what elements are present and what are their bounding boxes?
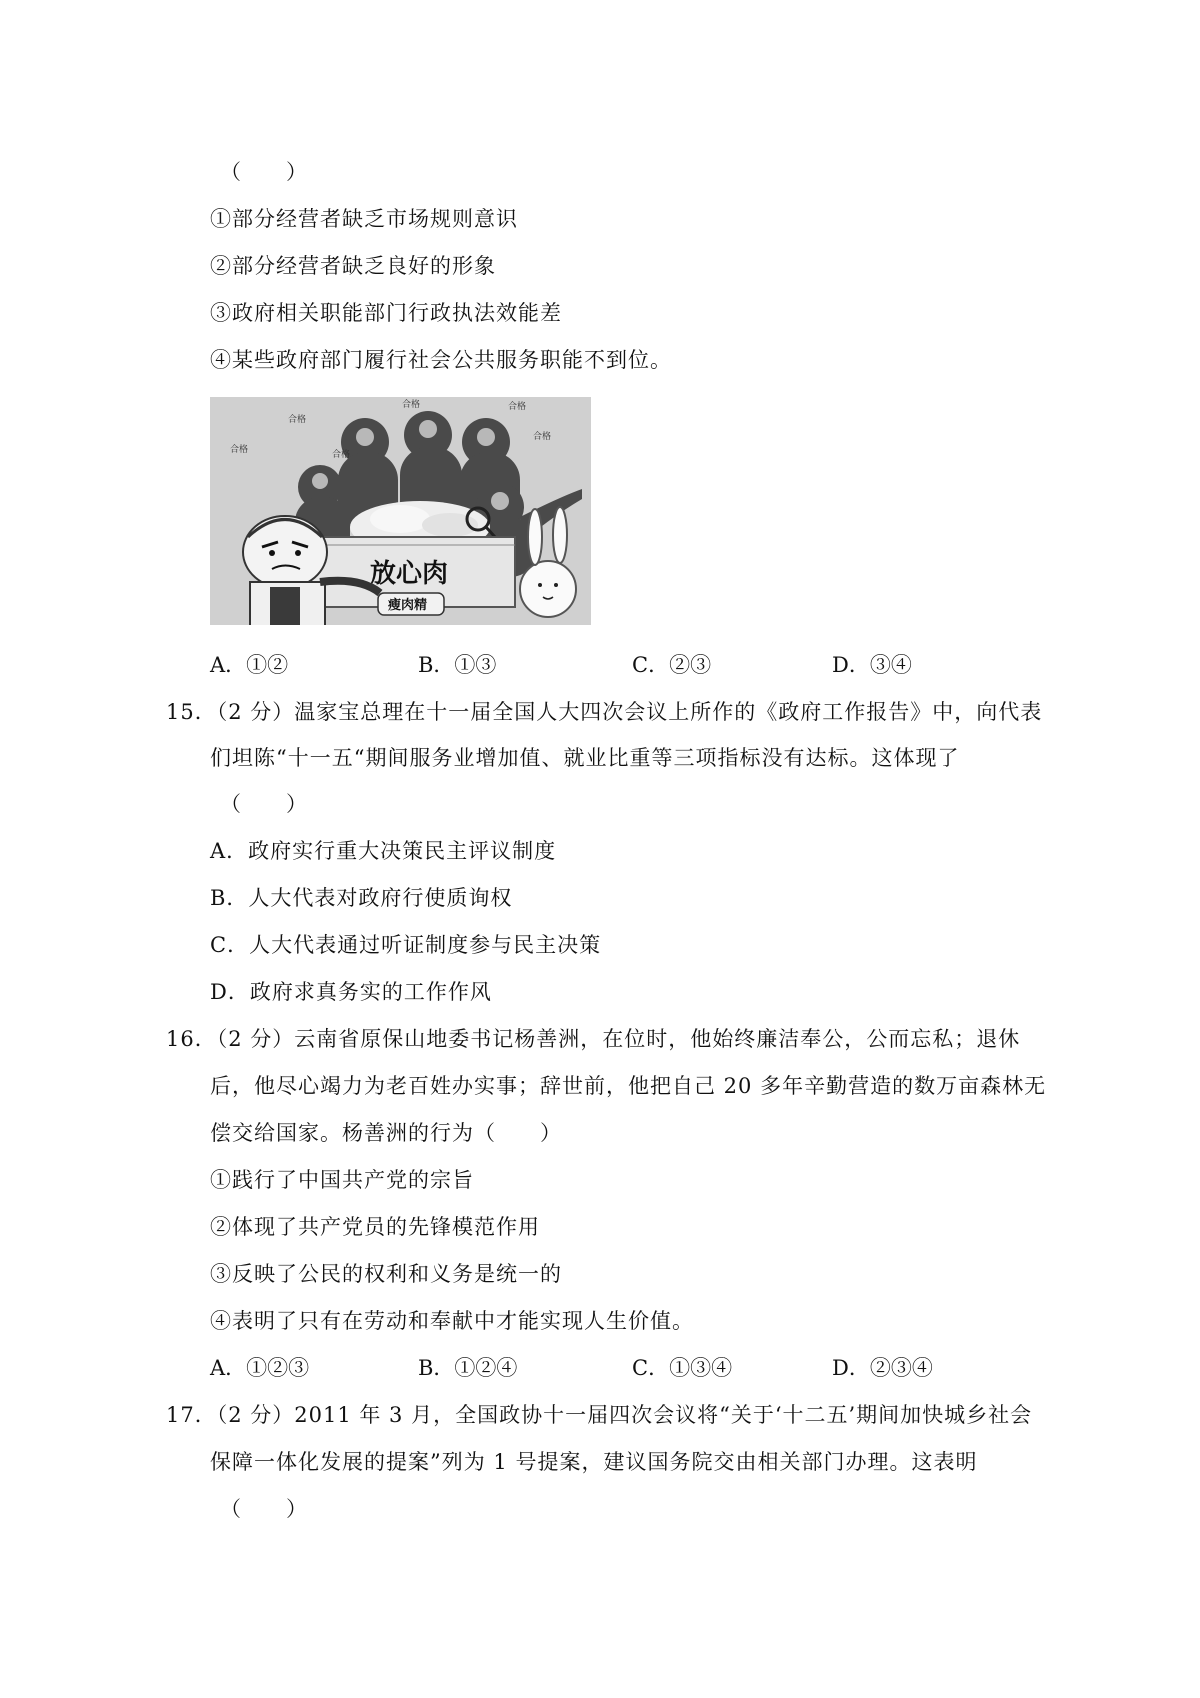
q16-stem-line-3: 偿交给国家。杨善洲的行为（ ） — [210, 1121, 562, 1145]
q15-stem-line-2: 们坦陈“十一五“期间服务业增加值、就业比重等三项指标没有达标。这体现了 — [210, 746, 960, 770]
q16-stem-line-2: 后，他尽心竭力为老百姓办实事；辞世前，他把自己 20 多年辛勤营造的数万亩森林无 — [210, 1074, 1047, 1098]
q15-option-c[interactable]: C．人大代表通过听证制度参与民主决策 — [210, 933, 602, 957]
q16-item-3: ③反映了公民的权利和义务是统一的 — [210, 1262, 562, 1286]
q14-option-b[interactable]: B．①③ — [418, 653, 497, 677]
q14-item-2: ②部分经营者缺乏良好的形象 — [210, 254, 496, 278]
cartoon-sign-text: 放心肉 — [370, 559, 449, 589]
stamp-label-3: 合格 — [402, 400, 421, 410]
q14-answer-paren: （ ） — [220, 160, 308, 184]
stamp-label-1: 合格 — [288, 415, 307, 425]
stamp-label-6: 合格 — [332, 450, 351, 460]
q17-stem-line-2: 保障一体化发展的提案”列为 1 号提案，建议国务院交由相关部门办理。这表明 — [210, 1450, 978, 1474]
q14-cartoon — [210, 397, 591, 625]
q15-option-a[interactable]: A．政府实行重大决策民主评议制度 — [210, 839, 557, 863]
q14-item-4: ④某些政府部门履行社会公共服务职能不到位。 — [210, 348, 672, 372]
q17-stem-line-1: 17．（2 分）2011 年 3 月，全国政协十一届四次会议将“关于‘十二五’期间加快城乡社会 — [166, 1403, 1033, 1427]
q15-option-b[interactable]: B．人大代表对政府行使质询权 — [210, 886, 513, 910]
q16-stem-line-1: 16．（2 分）云南省原保山地委书记杨善洲，在位时，他始终廉洁奉公，公而忘私；退休 — [166, 1027, 1021, 1051]
q14-item-3: ③政府相关职能部门行政执法效能差 — [210, 301, 562, 325]
q16-option-c[interactable]: C．①③④ — [632, 1356, 733, 1380]
stamp-label-2: 合格 — [230, 445, 249, 455]
q15-answer-paren: （ ） — [220, 792, 308, 816]
q16-option-d[interactable]: D．②③④ — [832, 1356, 933, 1380]
q16-option-b[interactable]: B．①②④ — [418, 1356, 518, 1380]
cartoon-tag-text: 瘦肉精 — [388, 598, 428, 613]
q14-option-d[interactable]: D．③④ — [832, 653, 912, 677]
q14-item-1: ①部分经营者缺乏市场规则意识 — [210, 207, 518, 231]
q16-item-1: ①践行了中国共产党的宗旨 — [210, 1168, 474, 1192]
q15-option-d[interactable]: D．政府求真务实的工作作风 — [210, 980, 492, 1004]
q17-answer-paren: （ ） — [220, 1497, 308, 1521]
cartoon-illustration — [210, 397, 591, 625]
stamp-label-4: 合格 — [508, 402, 527, 412]
q14-option-a[interactable]: A．①② — [210, 653, 289, 677]
stamp-label-5: 合格 — [533, 432, 552, 442]
q15-stem-line-1: 15．（2 分）温家宝总理在十一届全国人大四次会议上所作的《政府工作报告》中，向代表 — [166, 700, 1043, 724]
q14-option-c[interactable]: C．②③ — [632, 653, 712, 677]
q16-option-a[interactable]: A．①②③ — [210, 1356, 310, 1380]
q16-item-4: ④表明了只有在劳动和奉献中才能实现人生价值。 — [210, 1309, 694, 1333]
q16-item-2: ②体现了共产党员的先锋模范作用 — [210, 1215, 540, 1239]
